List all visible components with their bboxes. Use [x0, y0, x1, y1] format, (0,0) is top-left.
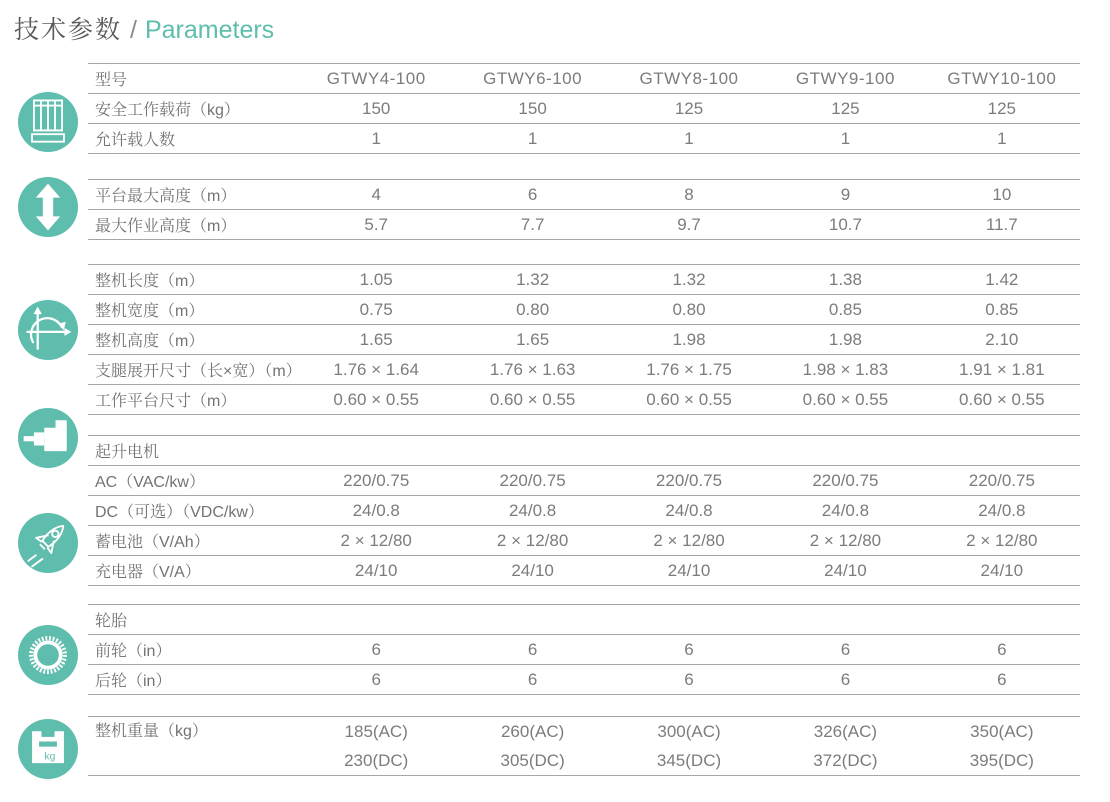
- height-range-icon: [18, 177, 78, 237]
- spec-label: 最大作业高度（m）: [95, 218, 237, 235]
- spec-value-line: 230(DC): [344, 751, 409, 770]
- spec-value: 6: [527, 669, 538, 689]
- spec-value: 0.85: [828, 299, 862, 319]
- spec-value: 6: [840, 639, 851, 659]
- spec-value: 0.60 × 0.55: [489, 389, 576, 409]
- spec-value: 1.98: [828, 329, 862, 349]
- spec-row: [88, 180, 1080, 210]
- spec-label: 安全工作载荷（kg）: [95, 102, 240, 119]
- spec-value: 220/0.75: [655, 470, 723, 490]
- spec-value: 0.60 × 0.55: [646, 389, 732, 409]
- weight-kg-icon: [18, 719, 78, 779]
- spec-value: 0.60 × 0.55: [959, 389, 1045, 409]
- spec-row: [88, 526, 1080, 556]
- tire-icon: [18, 625, 78, 685]
- spec-value: 6: [997, 639, 1007, 659]
- spec-label: 整机重量（kg）: [95, 723, 208, 740]
- spec-row: [88, 665, 1080, 695]
- spec-value: 2 × 12/80: [496, 530, 569, 550]
- spec-value: 2 × 12/80: [966, 530, 1038, 550]
- spec-label: DC（可选）（VDC/kw）: [95, 504, 264, 521]
- model-name: GTWY8-100: [639, 68, 739, 88]
- spec-label: 允许载人数: [95, 132, 176, 149]
- section-title: 起升电机: [95, 444, 160, 461]
- spec-value: 24/0.8: [978, 500, 1026, 520]
- spec-value: 7.7: [520, 214, 545, 234]
- spec-label: AC（VAC/kw）: [95, 474, 205, 491]
- spec-value: 6: [684, 669, 694, 689]
- spec-value: 24/10: [667, 560, 711, 580]
- spec-value: 9.7: [677, 214, 701, 234]
- spec-value: 1.76 × 1.75: [646, 359, 732, 379]
- spec-value: 150: [518, 98, 547, 118]
- spec-value: 6: [371, 639, 381, 659]
- spec-value: 1.38: [828, 269, 862, 289]
- spec-label: 整机宽度（m）: [95, 303, 205, 320]
- model-name: GTWY9-100: [795, 68, 895, 88]
- spec-label: 整机高度（m）: [95, 333, 205, 350]
- spec-value: 150: [362, 98, 391, 118]
- section-header-row: [88, 436, 1080, 466]
- spec-value: 10.7: [828, 214, 862, 234]
- spec-value: 24/10: [824, 560, 867, 580]
- spec-value: 0.60 × 0.55: [333, 389, 419, 409]
- spec-value: 1.42: [985, 269, 1019, 289]
- spec-value: 24/0.8: [352, 500, 400, 520]
- spec-value: 220/0.75: [812, 470, 879, 490]
- spec-value: 2 × 12/80: [653, 530, 725, 550]
- spec-value: 1.76 × 1.63: [489, 359, 576, 379]
- section-title: 轮胎: [95, 613, 128, 630]
- spec-value-line: 372(DC): [813, 751, 878, 770]
- spec-value: 6: [684, 639, 694, 659]
- spec-value: 24/0.8: [665, 500, 713, 520]
- spec-value: 6: [840, 669, 851, 689]
- spec-row: [88, 385, 1080, 415]
- spec-value: 0.60 × 0.55: [802, 389, 889, 409]
- spec-value: 2 × 12/80: [340, 530, 412, 550]
- spec-value: 1.76 × 1.64: [333, 359, 419, 379]
- spec-value: 5.7: [364, 214, 389, 234]
- spec-label: 支腿展开尺寸（长×宽）（m）: [95, 363, 302, 380]
- spec-label: 前轮（in）: [95, 643, 172, 660]
- spec-value-line: 326(AC): [813, 722, 878, 741]
- spec-value-cell: [298, 717, 454, 775]
- spec-value-line: 300(AC): [657, 722, 721, 741]
- spec-group-1: [88, 63, 1080, 154]
- load-capacity-icon: [18, 92, 78, 152]
- spec-value: 24/10: [980, 560, 1024, 580]
- spec-value: 1: [527, 128, 538, 148]
- spec-value: 1.05: [359, 269, 393, 289]
- spec-value: 6: [997, 669, 1007, 689]
- spec-value: 1: [684, 128, 694, 148]
- spec-value: 125: [831, 98, 860, 118]
- spec-row: [88, 94, 1080, 124]
- spec-value: 0.80: [672, 299, 706, 319]
- page-title-en: Parameters: [144, 16, 275, 44]
- spec-row: [88, 355, 1080, 385]
- spec-value-cell: [924, 717, 1080, 775]
- spec-row: [88, 295, 1080, 325]
- spec-value: 1.32: [672, 269, 706, 289]
- spec-value: 10: [992, 184, 1012, 204]
- spec-value-line: 260(AC): [500, 722, 565, 741]
- spec-value: 1.65: [359, 329, 393, 349]
- weight-icon-kg-label: kg: [44, 751, 56, 763]
- spec-label: 平台最大高度（m）: [95, 188, 237, 205]
- spec-label: 工作平台尺寸（m）: [95, 393, 237, 410]
- spec-value: 1.98 × 1.83: [802, 359, 889, 379]
- spec-value: 11.7: [985, 214, 1018, 234]
- spec-value-cell: [454, 717, 610, 775]
- spec-value: 0.75: [359, 299, 393, 319]
- spec-row: [88, 124, 1080, 154]
- spec-value: 8: [684, 184, 694, 204]
- spec-value: 220/0.75: [343, 470, 410, 490]
- spec-value-line: 345(DC): [656, 751, 722, 770]
- spec-value: 1.98: [672, 329, 706, 349]
- page-title-separator: /: [130, 16, 137, 44]
- spec-value-line: 305(DC): [500, 751, 565, 770]
- spec-group-6: [88, 716, 1080, 776]
- spec-group-2: [88, 179, 1080, 240]
- spec-value: 1: [997, 128, 1007, 148]
- spec-label: 后轮（in）: [95, 673, 172, 690]
- spec-value: 125: [987, 98, 1017, 118]
- spec-value: 24/0.8: [821, 500, 870, 520]
- spec-value-line: 185(AC): [344, 722, 408, 741]
- model-column-label: 型号: [95, 72, 128, 89]
- spec-group-4: [88, 435, 1080, 586]
- spec-value: 220/0.75: [499, 470, 566, 490]
- spec-row: [88, 210, 1080, 240]
- page-title-zh: 技术参数: [14, 16, 123, 44]
- rocket-icon: [18, 513, 78, 573]
- spec-value: 1.32: [516, 269, 550, 289]
- spec-value-cell: [611, 717, 767, 775]
- spec-row: [88, 325, 1080, 355]
- spec-group-3: [88, 264, 1080, 415]
- spec-row: [88, 635, 1080, 665]
- spec-value: 4: [371, 184, 381, 204]
- motor-plug-icon: [18, 408, 78, 468]
- spec-value: 1: [840, 128, 851, 148]
- spec-value: 2 × 12/80: [809, 530, 882, 550]
- spec-value-cell: [767, 717, 923, 775]
- spec-value: 1: [371, 128, 381, 148]
- model-name: GTWY6-100: [483, 68, 583, 88]
- spec-value: 6: [527, 639, 538, 659]
- spec-row: [88, 265, 1080, 295]
- spec-value: 0.80: [516, 299, 550, 319]
- spec-value: 9: [840, 184, 851, 204]
- spec-value: 24/10: [511, 560, 554, 580]
- spec-value: 125: [674, 98, 704, 118]
- spec-row: [88, 556, 1080, 586]
- spec-label: 充电器（V/A）: [95, 564, 201, 581]
- spec-value-line: 350(AC): [970, 722, 1034, 741]
- dimensions-axes-icon: [18, 300, 78, 360]
- spec-value: 6: [527, 184, 538, 204]
- page-title: [14, 10, 274, 46]
- spec-row: [88, 496, 1080, 526]
- spec-value: 6: [371, 669, 381, 689]
- section-header-row: [88, 605, 1080, 635]
- spec-label: 蓄电池（V/Ah）: [95, 534, 210, 551]
- spec-value: 0.85: [985, 299, 1019, 319]
- model-name: GTWY10-100: [947, 68, 1057, 88]
- spec-value: 24/0.8: [508, 500, 557, 520]
- spec-label: 整机长度（m）: [95, 273, 205, 290]
- spec-value: 24/10: [354, 560, 398, 580]
- spec-value: 2.10: [985, 329, 1019, 349]
- model-name: GTWY4-100: [326, 68, 426, 88]
- spec-value-line: 395(DC): [969, 751, 1034, 770]
- spec-row: [88, 466, 1080, 496]
- spec-row: [88, 717, 1080, 776]
- spec-value: 220/0.75: [968, 470, 1035, 490]
- spec-value: 1.65: [516, 329, 550, 349]
- table-header-row: [88, 64, 1080, 94]
- spec-value: 1.91 × 1.81: [959, 359, 1045, 379]
- spec-group-5: [88, 604, 1080, 695]
